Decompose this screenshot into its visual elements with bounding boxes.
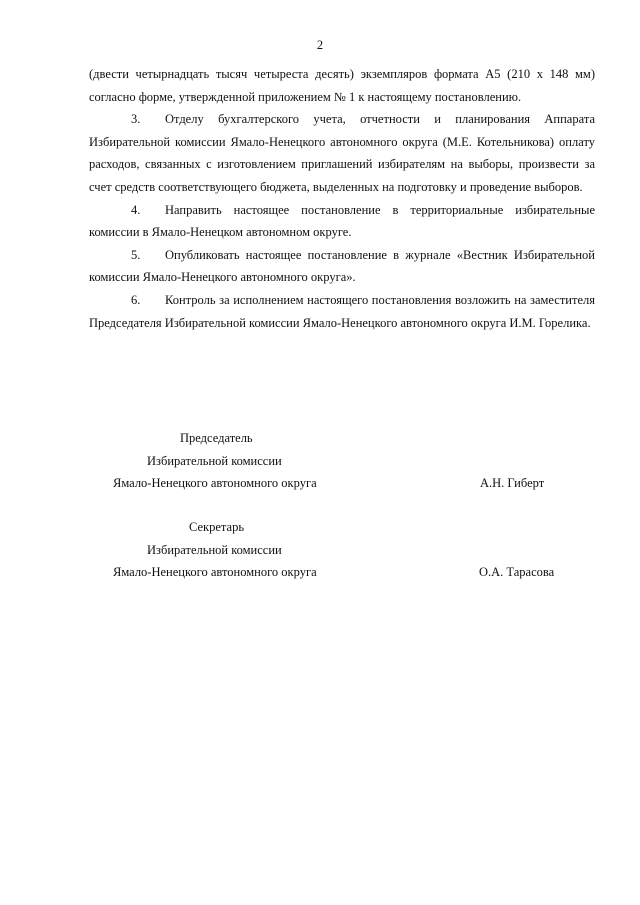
paragraph-5-number: 5.: [131, 247, 141, 262]
paragraph-3-text: Отделу бухгалтерского учета, отчетности и планирования Аппарата Избирательной комиссии Ямало-Ненецкого автономного округа (М.Е. Котельникова) оплату расходов, связанных с изготовлением приглашений избирателям на выборы, произвести за счет средств соответствующего бюджета, выделенных на подготовку и проведение выборов.: [89, 112, 595, 194]
paragraph-6-text: Контроль за исполнением настоящего постановления возложить на заместителя Председателя Избирательной комиссии Ямало-Ненецкого автономного округа И.М. Горелика.: [89, 292, 595, 330]
paragraph-6-number: 6.: [131, 292, 141, 307]
paragraph-6: [89, 289, 595, 334]
paragraph-4-text: Направить настоящее постановление в территориальные избирательные комиссии в Ямало-Ненецком автономном округе.: [89, 202, 595, 240]
paragraph-4-number: 4.: [131, 202, 141, 217]
chairman-name: А.Н. Гиберт: [480, 476, 545, 491]
paragraph-4: [89, 199, 595, 244]
paragraph-3: [89, 108, 595, 198]
document-body: [89, 63, 595, 334]
secretary-commission: Избирательной комиссии: [147, 542, 282, 557]
paragraph-3-number: 3.: [131, 112, 141, 127]
secretary-region: Ямало-Ненецкого автономного округа: [113, 565, 317, 580]
chairman-commission: Избирательной комиссии: [147, 453, 282, 468]
paragraph-5: [89, 244, 595, 289]
paragraph-5-text: Опубликовать настоящее постановление в журнале «Вестник Избирательной комиссии Ямало-Ненецкого автономного округа».: [89, 247, 595, 285]
chairman-title: Председатель: [180, 431, 253, 445]
page-number: 2: [316, 38, 324, 52]
secretary-title: Секретарь: [189, 520, 245, 534]
secretary-name: О.А. Тарасова: [479, 565, 555, 580]
chairman-region: Ямало-Ненецкого автономного округа: [113, 476, 317, 491]
paragraph-continuation: (двести четырнадцать тысяч четыреста десять) экземпляров формата А5 (210 х 148 мм) согласно форме, утвержденной приложением № 1 к настоящему постановлению.: [89, 67, 595, 104]
